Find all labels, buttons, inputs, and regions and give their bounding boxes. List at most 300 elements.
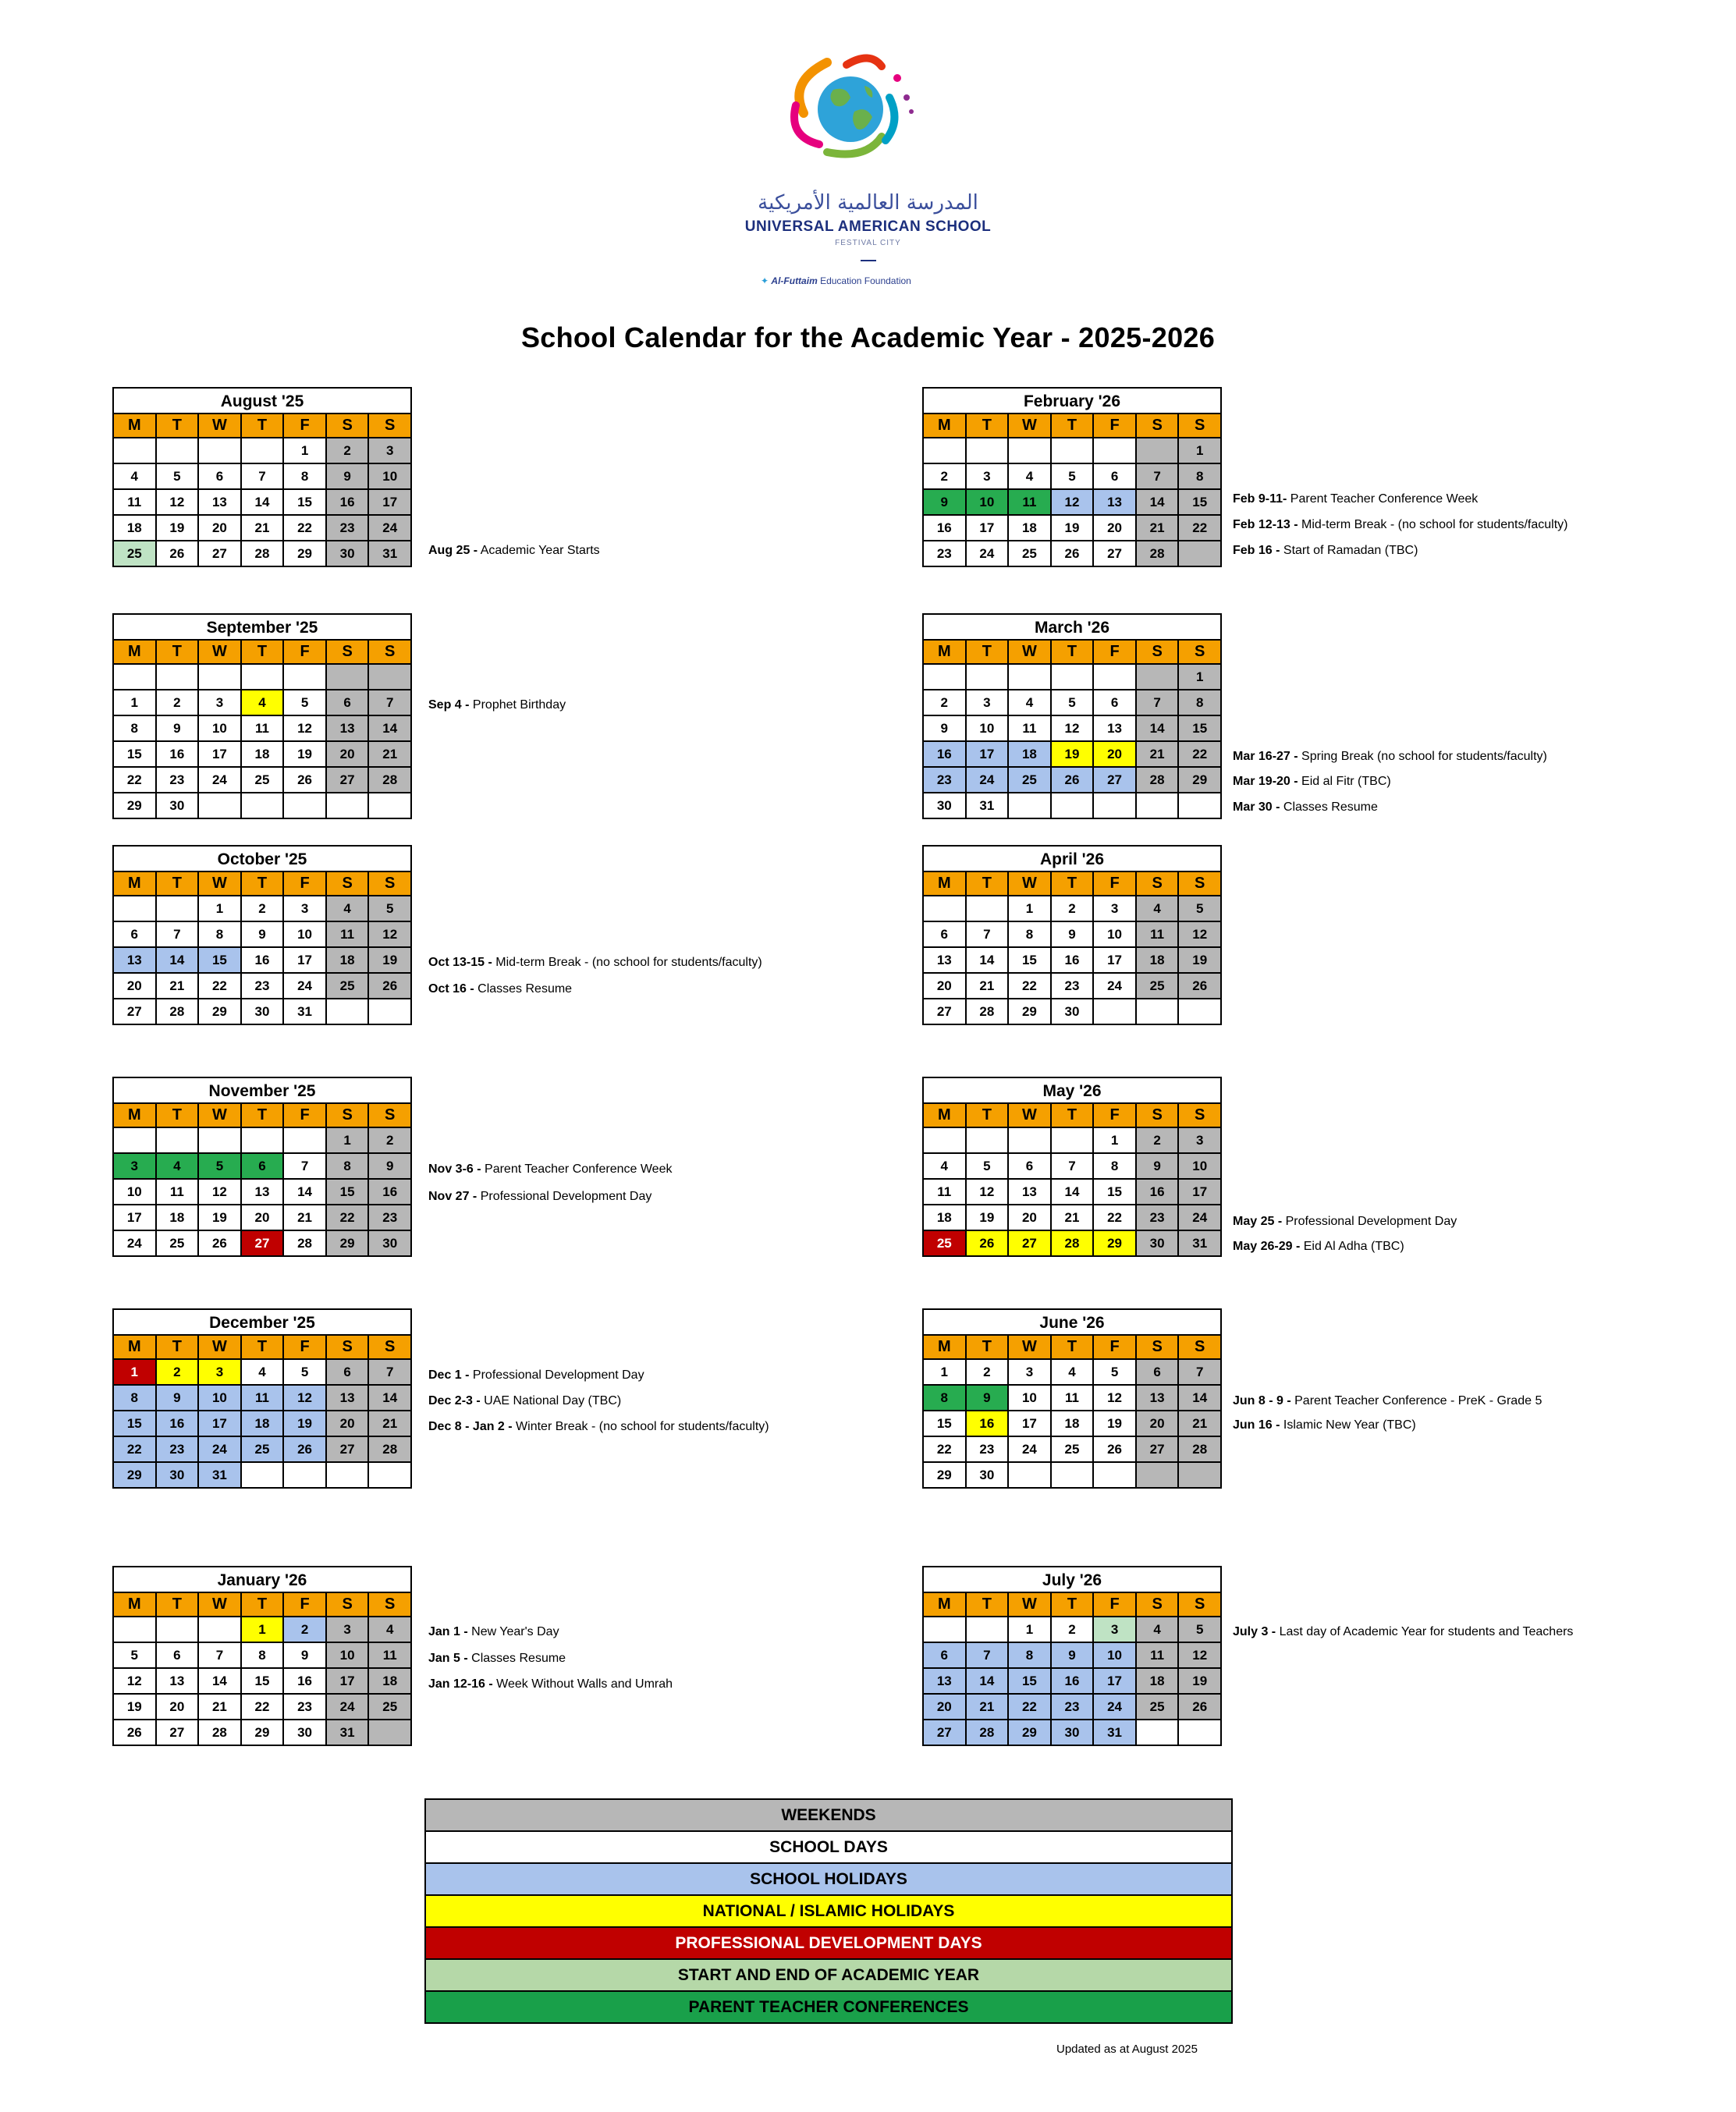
day-cell: 27 (157, 1720, 200, 1746)
day-cell (199, 1128, 242, 1154)
weekday-header: T (242, 641, 285, 665)
day-cell: 11 (242, 716, 285, 742)
day-cell: 23 (327, 516, 370, 541)
day-cell (199, 793, 242, 819)
weekday-header: F (1094, 1336, 1137, 1360)
day-cell: 13 (1137, 1386, 1180, 1411)
day-cell (924, 438, 967, 464)
day-cell: 22 (327, 1205, 370, 1231)
note-text: Winter Break - (no school for students/faculty) (512, 1420, 769, 1433)
month-grid (112, 413, 412, 567)
weekday-header: W (1009, 641, 1052, 665)
day-cell (369, 999, 412, 1025)
day-cell: 1 (924, 1360, 967, 1386)
weekday-header: S (327, 1593, 370, 1617)
day-cell: 8 (114, 1386, 157, 1411)
day-cell: 3 (1179, 1128, 1222, 1154)
day-cell: 2 (1052, 896, 1095, 922)
day-cell: 7 (967, 922, 1010, 948)
day-cell (967, 665, 1010, 690)
note-date: Mar 19-20 - (1233, 775, 1298, 788)
day-cell: 30 (157, 1463, 200, 1489)
day-cell: 2 (242, 896, 285, 922)
day-cell (327, 1463, 370, 1489)
day-cell: 14 (1137, 490, 1180, 516)
day-cell: 25 (1052, 1437, 1095, 1463)
day-cell: 13 (1094, 716, 1137, 742)
day-cell: 16 (1052, 1669, 1095, 1695)
day-cell: 13 (327, 716, 370, 742)
weekday-header: W (199, 1336, 242, 1360)
calendar-note (1233, 1418, 1416, 1432)
day-cell: 2 (967, 1360, 1010, 1386)
weekday-header: T (967, 872, 1010, 896)
day-cell: 3 (967, 464, 1010, 490)
calendar-note (428, 1162, 672, 1177)
day-cell: 9 (924, 716, 967, 742)
day-cell: 8 (1009, 1643, 1052, 1669)
day-cell: 18 (242, 1411, 285, 1437)
day-cell: 28 (1052, 1231, 1095, 1257)
day-cell: 7 (1137, 464, 1180, 490)
day-cell: 31 (369, 541, 412, 567)
weekday-header: T (1052, 1336, 1095, 1360)
day-cell: 19 (114, 1695, 157, 1720)
day-cell: 26 (114, 1720, 157, 1746)
weekday-header: S (1137, 1104, 1180, 1128)
weekday-header: F (284, 414, 327, 438)
day-cell: 7 (967, 1643, 1010, 1669)
weekday-header: S (369, 414, 412, 438)
day-cell: 30 (1052, 999, 1095, 1025)
month-calendar (922, 387, 1222, 567)
day-cell: 25 (242, 768, 285, 793)
day-cell (199, 438, 242, 464)
weekday-header: T (967, 1104, 1010, 1128)
day-cell: 10 (114, 1180, 157, 1205)
weekday-header: S (369, 872, 412, 896)
legend-item: WEEKENDS (426, 1800, 1233, 1832)
day-cell: 27 (327, 768, 370, 793)
weekday-header: F (1094, 872, 1137, 896)
weekday-header: T (242, 414, 285, 438)
note-date: Feb 9-11- (1233, 492, 1287, 506)
day-cell: 20 (114, 974, 157, 999)
day-cell: 1 (1179, 665, 1222, 690)
calendar-note (1233, 1240, 1404, 1254)
day-cell: 18 (114, 516, 157, 541)
day-cell: 14 (1137, 716, 1180, 742)
calendar-note (1233, 800, 1378, 815)
day-cell: 26 (369, 974, 412, 999)
day-cell: 7 (369, 1360, 412, 1386)
day-cell: 2 (1052, 1617, 1095, 1643)
day-cell: 21 (242, 516, 285, 541)
calendar-note (428, 1394, 621, 1408)
calendar-note (1233, 1215, 1457, 1229)
day-cell (967, 1617, 1010, 1643)
weekday-header: M (924, 1336, 967, 1360)
day-cell: 18 (369, 1669, 412, 1695)
day-cell (1052, 665, 1095, 690)
day-cell: 11 (157, 1180, 200, 1205)
day-cell: 14 (242, 490, 285, 516)
day-cell: 8 (1179, 690, 1222, 716)
day-cell: 9 (242, 922, 285, 948)
day-cell (369, 1463, 412, 1489)
calendar-note (1233, 544, 1418, 558)
note-text: Academic Year Starts (477, 544, 600, 557)
day-cell: 15 (114, 742, 157, 768)
note-date: Oct 16 - (428, 982, 474, 996)
day-cell: 4 (327, 896, 370, 922)
day-cell: 3 (1009, 1360, 1052, 1386)
note-text: Professional Development Day (469, 1368, 644, 1382)
day-cell (114, 438, 157, 464)
day-cell: 15 (1009, 948, 1052, 974)
weekday-header: T (242, 872, 285, 896)
weekday-header: F (284, 1336, 327, 1360)
day-cell: 11 (1009, 490, 1052, 516)
day-cell: 10 (1094, 1643, 1137, 1669)
note-text: Mid-term Break - (no school for students/faculty) (492, 956, 762, 969)
day-cell: 7 (157, 922, 200, 948)
day-cell: 12 (199, 1180, 242, 1205)
day-cell: 10 (199, 1386, 242, 1411)
weekday-header: T (242, 1336, 285, 1360)
day-cell: 21 (1179, 1411, 1222, 1437)
weekday-header: S (327, 1336, 370, 1360)
month-grid (922, 413, 1222, 567)
day-cell: 6 (327, 1360, 370, 1386)
note-text: Prophet Birthday (469, 698, 566, 712)
day-cell (1137, 665, 1180, 690)
day-cell: 16 (1052, 948, 1095, 974)
day-cell: 7 (1137, 690, 1180, 716)
day-cell: 2 (157, 690, 200, 716)
day-cell (1009, 1128, 1052, 1154)
weekday-header: W (199, 414, 242, 438)
day-cell: 19 (1179, 1669, 1222, 1695)
day-cell: 12 (1052, 716, 1095, 742)
day-cell (1094, 793, 1137, 819)
weekday-header: W (199, 641, 242, 665)
day-cell: 31 (1179, 1231, 1222, 1257)
day-cell: 24 (1179, 1205, 1222, 1231)
day-cell: 21 (1137, 742, 1180, 768)
day-cell: 11 (1052, 1386, 1095, 1411)
note-date: Jan 5 - (428, 1652, 468, 1665)
day-cell: 24 (1094, 974, 1137, 999)
weekday-header: S (1137, 641, 1180, 665)
month-title: January '26 (112, 1566, 412, 1592)
day-cell: 22 (114, 768, 157, 793)
day-cell: 7 (242, 464, 285, 490)
month-calendar (922, 1308, 1222, 1489)
day-cell: 12 (369, 922, 412, 948)
day-cell: 17 (369, 490, 412, 516)
day-cell: 6 (1137, 1360, 1180, 1386)
weekday-header: W (1009, 872, 1052, 896)
day-cell: 5 (1094, 1360, 1137, 1386)
weekday-header: T (967, 1593, 1010, 1617)
day-cell: 9 (924, 490, 967, 516)
day-cell: 19 (967, 1205, 1010, 1231)
day-cell: 10 (1094, 922, 1137, 948)
month-grid (112, 1102, 412, 1257)
day-cell: 14 (1052, 1180, 1095, 1205)
day-cell: 28 (199, 1720, 242, 1746)
day-cell: 11 (1009, 716, 1052, 742)
day-cell: 16 (967, 1411, 1010, 1437)
note-date: Mar 30 - (1233, 800, 1280, 814)
day-cell: 14 (369, 716, 412, 742)
day-cell (967, 896, 1010, 922)
day-cell: 15 (1009, 1669, 1052, 1695)
day-cell: 21 (967, 974, 1010, 999)
day-cell: 26 (1052, 768, 1095, 793)
day-cell: 11 (924, 1180, 967, 1205)
day-cell: 20 (327, 742, 370, 768)
day-cell: 1 (1094, 1128, 1137, 1154)
note-text: New Year's Day (467, 1625, 559, 1638)
day-cell (157, 665, 200, 690)
day-cell: 30 (327, 541, 370, 567)
day-cell: 21 (369, 1411, 412, 1437)
weekday-header: W (1009, 1336, 1052, 1360)
day-cell: 26 (1179, 1695, 1222, 1720)
day-cell: 12 (284, 1386, 327, 1411)
weekday-header: S (1179, 1104, 1222, 1128)
day-cell (199, 665, 242, 690)
color-legend (424, 1798, 1233, 2024)
day-cell: 4 (1009, 690, 1052, 716)
day-cell: 27 (924, 999, 967, 1025)
day-cell (1009, 793, 1052, 819)
day-cell (1009, 438, 1052, 464)
day-cell: 1 (1179, 438, 1222, 464)
day-cell: 13 (199, 490, 242, 516)
day-cell (157, 1128, 200, 1154)
day-cell: 19 (199, 1205, 242, 1231)
day-cell: 12 (284, 716, 327, 742)
day-cell: 24 (327, 1695, 370, 1720)
day-cell: 16 (924, 516, 967, 541)
day-cell (242, 1128, 285, 1154)
day-cell: 2 (369, 1128, 412, 1154)
day-cell: 5 (114, 1643, 157, 1669)
day-cell: 11 (1137, 922, 1180, 948)
day-cell: 20 (1009, 1205, 1052, 1231)
day-cell: 29 (1009, 1720, 1052, 1746)
day-cell: 1 (199, 896, 242, 922)
month-title: August '25 (112, 387, 412, 413)
month-calendar (922, 1566, 1222, 1746)
note-date: Feb 12-13 - (1233, 518, 1298, 531)
day-cell: 26 (1094, 1437, 1137, 1463)
day-cell: 4 (242, 690, 285, 716)
note-date: Dec 2-3 - (428, 1394, 481, 1407)
day-cell: 1 (1009, 896, 1052, 922)
weekday-header: W (1009, 1104, 1052, 1128)
day-cell: 10 (327, 1643, 370, 1669)
day-cell: 2 (284, 1617, 327, 1643)
weekday-header: M (924, 641, 967, 665)
day-cell: 12 (1094, 1386, 1137, 1411)
day-cell: 28 (967, 999, 1010, 1025)
day-cell: 2 (327, 438, 370, 464)
day-cell (1137, 1720, 1180, 1746)
day-cell: 3 (327, 1617, 370, 1643)
note-date: Mar 16-27 - (1233, 750, 1298, 763)
weekday-header: S (1179, 1593, 1222, 1617)
calendar-note (428, 1190, 651, 1204)
note-text: Classes Resume (467, 1652, 566, 1665)
note-text: UAE National Day (TBC) (480, 1394, 622, 1407)
day-cell (157, 896, 200, 922)
day-cell: 6 (924, 1643, 967, 1669)
day-cell: 24 (967, 541, 1010, 567)
day-cell: 9 (369, 1154, 412, 1180)
day-cell: 22 (199, 974, 242, 999)
day-cell: 26 (199, 1231, 242, 1257)
day-cell: 15 (284, 490, 327, 516)
note-text: Eid al Fitr (TBC) (1298, 775, 1391, 788)
day-cell: 18 (327, 948, 370, 974)
day-cell (924, 665, 967, 690)
day-cell: 22 (1179, 516, 1222, 541)
day-cell: 27 (1137, 1437, 1180, 1463)
note-text: Islamic New Year (TBC) (1280, 1418, 1416, 1432)
day-cell (284, 1463, 327, 1489)
day-cell: 22 (1009, 974, 1052, 999)
day-cell (242, 665, 285, 690)
day-cell: 24 (199, 1437, 242, 1463)
day-cell: 23 (284, 1695, 327, 1720)
weekday-header: T (157, 641, 200, 665)
day-cell: 21 (369, 742, 412, 768)
logo-divider (861, 260, 876, 261)
weekday-header: S (1179, 1336, 1222, 1360)
day-cell: 7 (369, 690, 412, 716)
day-cell: 28 (1179, 1437, 1222, 1463)
month-calendar (112, 845, 412, 1025)
day-cell: 1 (114, 690, 157, 716)
day-cell (924, 1617, 967, 1643)
day-cell: 26 (967, 1231, 1010, 1257)
day-cell: 4 (924, 1154, 967, 1180)
day-cell: 27 (114, 999, 157, 1025)
legend-item: NATIONAL / ISLAMIC HOLIDAYS (426, 1896, 1233, 1928)
month-grid (112, 639, 412, 819)
month-title: February '26 (922, 387, 1222, 413)
note-text: Professional Development Day (477, 1190, 652, 1203)
weekday-header: S (1137, 1336, 1180, 1360)
day-cell (1179, 999, 1222, 1025)
day-cell: 19 (157, 516, 200, 541)
month-title: October '25 (112, 845, 412, 871)
day-cell: 1 (327, 1128, 370, 1154)
day-cell: 29 (1179, 768, 1222, 793)
day-cell: 26 (284, 1437, 327, 1463)
weekday-header: T (157, 414, 200, 438)
day-cell: 25 (114, 541, 157, 567)
day-cell: 9 (1052, 1643, 1095, 1669)
day-cell: 16 (369, 1180, 412, 1205)
note-text: Week Without Walls and Umrah (492, 1677, 673, 1691)
day-cell: 30 (967, 1463, 1010, 1489)
day-cell: 18 (1009, 742, 1052, 768)
day-cell: 5 (1179, 896, 1222, 922)
weekday-header: S (1137, 1593, 1180, 1617)
day-cell: 24 (199, 768, 242, 793)
school-name-arabic: المدرسة العالمية الأمريكية (758, 191, 978, 215)
day-cell: 30 (1052, 1720, 1095, 1746)
weekday-header: M (114, 1336, 157, 1360)
calendar-note (428, 1677, 673, 1691)
day-cell: 25 (1137, 1695, 1180, 1720)
day-cell: 4 (1137, 1617, 1180, 1643)
day-cell: 17 (284, 948, 327, 974)
day-cell (1137, 438, 1180, 464)
day-cell: 20 (924, 1695, 967, 1720)
day-cell: 25 (327, 974, 370, 999)
day-cell: 31 (1094, 1720, 1137, 1746)
day-cell: 6 (199, 464, 242, 490)
day-cell: 17 (327, 1669, 370, 1695)
day-cell: 28 (284, 1231, 327, 1257)
calendar-note (428, 544, 600, 558)
weekday-header: M (114, 641, 157, 665)
weekday-header: T (967, 414, 1010, 438)
day-cell: 23 (369, 1205, 412, 1231)
day-cell: 18 (924, 1205, 967, 1231)
day-cell: 8 (327, 1154, 370, 1180)
day-cell: 22 (1009, 1695, 1052, 1720)
day-cell: 11 (242, 1386, 285, 1411)
day-cell: 8 (242, 1643, 285, 1669)
weekday-header: T (157, 1336, 200, 1360)
day-cell: 16 (924, 742, 967, 768)
day-cell: 3 (114, 1154, 157, 1180)
foundation-brand: Al-Futtaim (771, 275, 818, 286)
weekday-header: M (924, 1104, 967, 1128)
foundation-icon: ✦ (761, 275, 769, 286)
day-cell: 2 (157, 1360, 200, 1386)
day-cell: 2 (924, 690, 967, 716)
weekday-header: S (327, 414, 370, 438)
school-name: UNIVERSAL AMERICAN SCHOOL (744, 218, 992, 235)
day-cell: 28 (242, 541, 285, 567)
weekday-header: W (199, 1593, 242, 1617)
day-cell: 30 (242, 999, 285, 1025)
day-cell (327, 793, 370, 819)
day-cell: 31 (284, 999, 327, 1025)
day-cell: 27 (327, 1437, 370, 1463)
day-cell: 27 (1094, 768, 1137, 793)
day-cell: 14 (967, 948, 1010, 974)
weekday-header: T (1052, 1104, 1095, 1128)
day-cell: 12 (967, 1180, 1010, 1205)
day-cell: 13 (1009, 1180, 1052, 1205)
day-cell: 30 (369, 1231, 412, 1257)
day-cell: 21 (157, 974, 200, 999)
weekday-header: M (114, 1593, 157, 1617)
day-cell: 8 (284, 464, 327, 490)
campus-name: FESTIVAL CITY (835, 239, 901, 247)
day-cell: 30 (1137, 1231, 1180, 1257)
day-cell: 2 (924, 464, 967, 490)
